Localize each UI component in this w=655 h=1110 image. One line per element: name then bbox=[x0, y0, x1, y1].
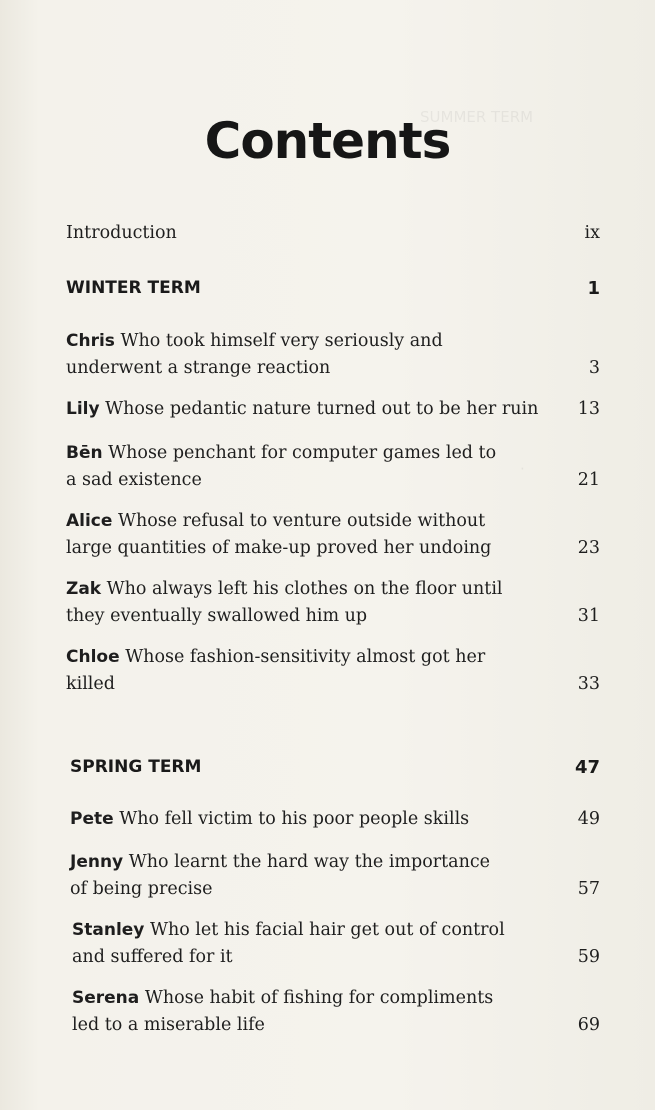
toc-page-number: 13 bbox=[577, 399, 600, 419]
toc-entry-description: Who learnt the hard way the importance bbox=[123, 852, 491, 872]
toc-entry-line bbox=[66, 576, 503, 603]
toc-page-number: 21 bbox=[577, 470, 600, 490]
toc-entry-name: Bēn bbox=[66, 443, 103, 463]
toc-entry-description-cont: and suffered for it bbox=[72, 947, 233, 967]
toc-entry-line bbox=[66, 644, 485, 671]
toc-entry-line bbox=[72, 917, 505, 944]
show-through-text: · bbox=[520, 460, 525, 478]
toc-page-number: 49 bbox=[577, 809, 600, 829]
toc-entry-description: Whose pedantic nature turned out to be her ruin bbox=[99, 399, 539, 419]
toc-entry-introduction[interactable] bbox=[66, 220, 600, 247]
toc-entry-chloe[interactable] bbox=[66, 644, 600, 698]
toc-entry-line bbox=[70, 849, 490, 876]
toc-entry-description-cont: underwent a strange reaction bbox=[66, 358, 331, 378]
toc-entry-line bbox=[66, 396, 538, 423]
toc-entry-line bbox=[66, 508, 485, 535]
toc-entry-description-cont: killed bbox=[66, 674, 115, 694]
toc-entry-description-cont: they eventually swallowed him up bbox=[66, 606, 368, 626]
toc-entry-ben[interactable] bbox=[66, 440, 600, 494]
toc-page-number: 31 bbox=[577, 606, 600, 626]
toc-entry-line bbox=[70, 806, 469, 833]
page-title: Contents bbox=[204, 112, 451, 170]
toc-page-number: 3 bbox=[588, 358, 600, 378]
toc-entry-description-cont: a sad existence bbox=[66, 470, 202, 490]
toc-page-number: 57 bbox=[577, 879, 600, 899]
section-heading-spring[interactable] bbox=[70, 757, 600, 784]
toc-entry-name: Jenny bbox=[70, 852, 124, 872]
toc-entry-label: Introduction bbox=[66, 223, 177, 243]
section-page-number: 47 bbox=[574, 757, 600, 778]
toc-entry-name: Stanley bbox=[72, 920, 145, 940]
section-title: WINTER TERM bbox=[66, 278, 201, 298]
toc-entry-jenny[interactable] bbox=[70, 849, 600, 903]
toc-entry-line bbox=[66, 328, 443, 355]
toc-entry-line bbox=[72, 985, 493, 1012]
toc-entry-zak[interactable] bbox=[66, 576, 600, 630]
toc-entry-name: Zak bbox=[66, 579, 102, 599]
toc-entry-lily[interactable] bbox=[66, 396, 600, 423]
toc-entry-description: Whose habit of fishing for compliments bbox=[139, 988, 494, 1008]
toc-entry-chris[interactable] bbox=[66, 328, 600, 382]
toc-entry-name: Pete bbox=[70, 809, 114, 829]
show-through-text: SUMMER TERM bbox=[420, 108, 534, 126]
toc-entry-description: Whose penchant for computer games led to bbox=[102, 443, 497, 463]
toc-entry-description: Whose refusal to venture outside without bbox=[112, 511, 486, 531]
toc-page-number: 59 bbox=[577, 947, 600, 967]
section-title: SPRING TERM bbox=[70, 757, 202, 777]
toc-page-number: 69 bbox=[577, 1015, 600, 1035]
toc-entry-stanley[interactable] bbox=[72, 917, 600, 971]
toc-page-number: 33 bbox=[577, 674, 600, 694]
toc-entry-description-cont: led to a miserable life bbox=[72, 1015, 265, 1035]
toc-entry-line bbox=[66, 440, 496, 467]
toc-entry-name: Lily bbox=[66, 399, 100, 419]
toc-entry-description: Who took himself very seriously and bbox=[114, 331, 443, 351]
toc-entry-description-cont: of being precise bbox=[70, 879, 213, 899]
section-heading-winter[interactable] bbox=[66, 278, 600, 305]
toc-page-number: 23 bbox=[577, 538, 600, 558]
toc-entry-description: Who fell victim to his poor people skills bbox=[113, 809, 470, 829]
toc-entry-name: Alice bbox=[66, 511, 113, 531]
toc-entry-name: Serena bbox=[72, 988, 140, 1008]
toc-entry-description: Who let his facial hair get out of control bbox=[144, 920, 505, 940]
toc-entry-name: Chloe bbox=[66, 647, 120, 667]
section-page-number: 1 bbox=[587, 278, 600, 299]
toc-entry-name: Chris bbox=[66, 331, 115, 351]
toc-entry-description: Whose fashion-sensitivity almost got her bbox=[119, 647, 486, 667]
toc-entry-pete[interactable] bbox=[70, 806, 600, 833]
toc-entry-description: Who always left his clothes on the floor until bbox=[101, 579, 503, 599]
toc-entry-serena[interactable] bbox=[72, 985, 600, 1039]
toc-page-number: ix bbox=[584, 223, 600, 243]
toc-entry-alice[interactable] bbox=[66, 508, 600, 562]
toc-entry-description-cont: large quantities of make-up proved her undoing bbox=[66, 538, 492, 558]
